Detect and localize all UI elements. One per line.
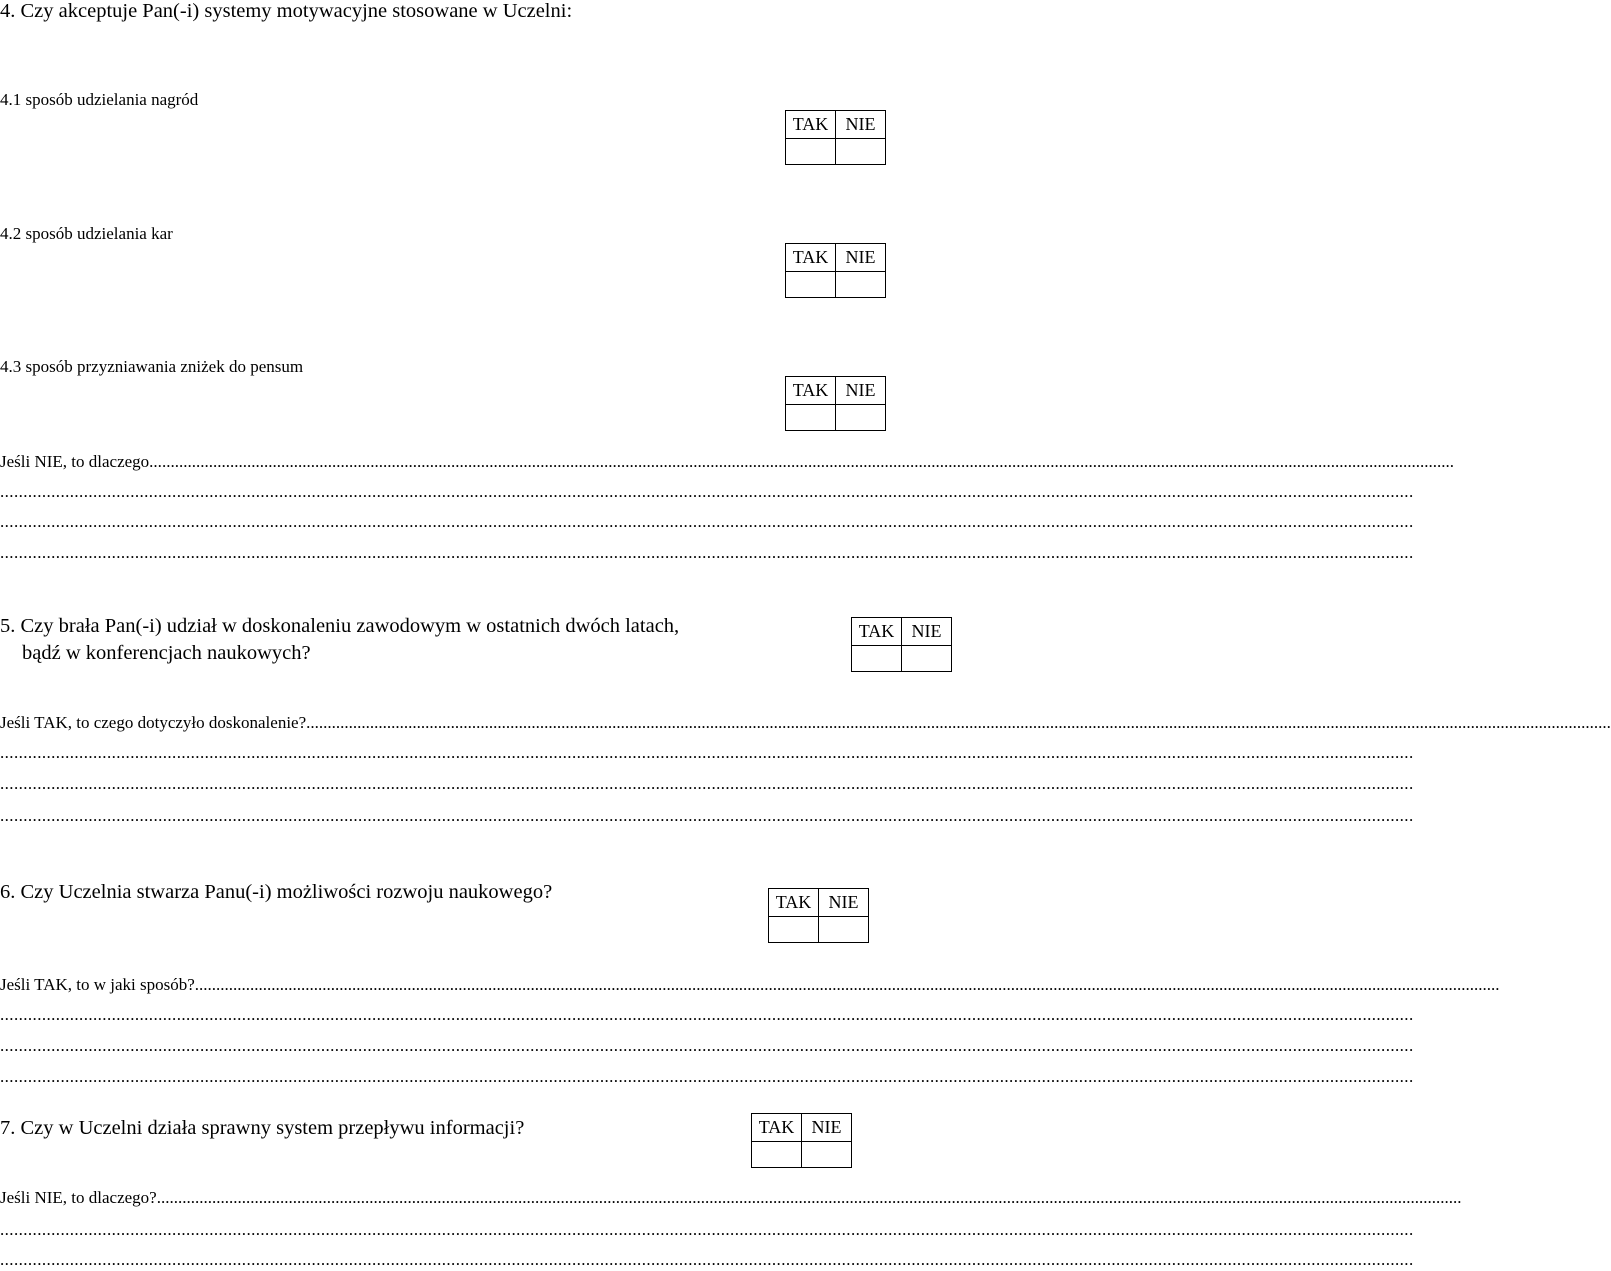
q4-3-label: 4.3 sposób przyzniawania zniżek do pensum (0, 357, 304, 376)
answer-line[interactable]: ................................................................................................................................................................................................................................................................................................................ (0, 543, 1414, 562)
nie-header: NIE (836, 377, 886, 405)
nie-header: NIE (836, 111, 886, 139)
nie-checkbox[interactable] (819, 917, 869, 943)
q4-2-label: 4.2 sposób udzielania kar (0, 224, 173, 243)
q4-follow-up: Jeśli NIE, to dlaczego................................................................................................................................................................................................................................................................................................................... (0, 452, 1454, 471)
tak-checkbox[interactable] (752, 1142, 802, 1168)
answer-line[interactable]: ................................................................................................................................................................................................................................................................................................................ (0, 482, 1414, 501)
tak-header: TAK (852, 618, 902, 646)
q7-answer-table (751, 1113, 852, 1168)
nie-checkbox[interactable] (902, 646, 952, 672)
nie-checkbox[interactable] (802, 1142, 852, 1168)
nie-header: NIE (819, 889, 869, 917)
tak-checkbox[interactable] (769, 917, 819, 943)
answer-line[interactable]: ................................................................................................................................................................................................................................................................................................................ (0, 1036, 1414, 1055)
q4-1-answer-table (785, 110, 886, 165)
q6-follow-up: Jeśli TAK, to w jaki sposób?................................................................................................................................................................................................................................................................................................................... (0, 975, 1500, 994)
tak-header: TAK (786, 244, 836, 272)
q4-2-answer-table (785, 243, 886, 298)
tak-checkbox[interactable] (852, 646, 902, 672)
nie-checkbox[interactable] (836, 272, 886, 298)
nie-header: NIE (836, 244, 886, 272)
q7-follow-up: Jeśli NIE, to dlaczego?................................................................................................................................................................................................................................................................................................................... (0, 1188, 1462, 1207)
q5-title-line2: bądź w konferencjach naukowych? (22, 642, 311, 664)
q4-title: 4. Czy akceptuje Pan(-i) systemy motywacyjne stosowane w Uczelni: (0, 0, 573, 22)
answer-line[interactable]: ................................................................................................................................................................................................................................................................................................................ (0, 1005, 1414, 1024)
q5-title-line1: 5. Czy brała Pan(-i) udział w doskonaleniu zawodowym w ostatnich dwóch latach, (0, 615, 680, 637)
q4-3-answer-table (785, 376, 886, 431)
q5-answer-table (851, 617, 952, 672)
q6-title: 6. Czy Uczelnia stwarza Panu(-i) możliwości rozwoju naukowego? (0, 881, 553, 903)
tak-header: TAK (786, 377, 836, 405)
tak-header: TAK (769, 889, 819, 917)
answer-line[interactable]: ................................................................................................................................................................................................................................................................................................................ (0, 774, 1414, 793)
nie-header: NIE (802, 1114, 852, 1142)
answer-line[interactable]: ................................................................................................................................................................................................................................................................................................................ (0, 806, 1414, 825)
answer-line[interactable]: ................................................................................................................................................................................................................................................................................................................ (0, 512, 1414, 531)
nie-checkbox[interactable] (836, 139, 886, 165)
q5-follow-up: Jeśli TAK, to czego dotyczyło doskonalenie?................................................................................................................................................................................................................................................................................................................... (0, 713, 1611, 732)
tak-header: TAK (786, 111, 836, 139)
nie-header: NIE (902, 618, 952, 646)
q7-title: 7. Czy w Uczelni działa sprawny system przepływu informacji? (0, 1117, 525, 1139)
tak-checkbox[interactable] (786, 272, 836, 298)
answer-line[interactable]: ................................................................................................................................................................................................................................................................................................................ (0, 1067, 1414, 1086)
tak-checkbox[interactable] (786, 405, 836, 431)
answer-line[interactable]: ................................................................................................................................................................................................................................................................................................................ (0, 1250, 1414, 1269)
answer-line[interactable]: ................................................................................................................................................................................................................................................................................................................ (0, 1220, 1414, 1239)
tak-header: TAK (752, 1114, 802, 1142)
q4-1-label: 4.1 sposób udzielania nagród (0, 90, 199, 109)
q6-answer-table (768, 888, 869, 943)
answer-line[interactable]: ................................................................................................................................................................................................................................................................................................................ (0, 743, 1414, 762)
nie-checkbox[interactable] (836, 405, 886, 431)
tak-checkbox[interactable] (786, 139, 836, 165)
